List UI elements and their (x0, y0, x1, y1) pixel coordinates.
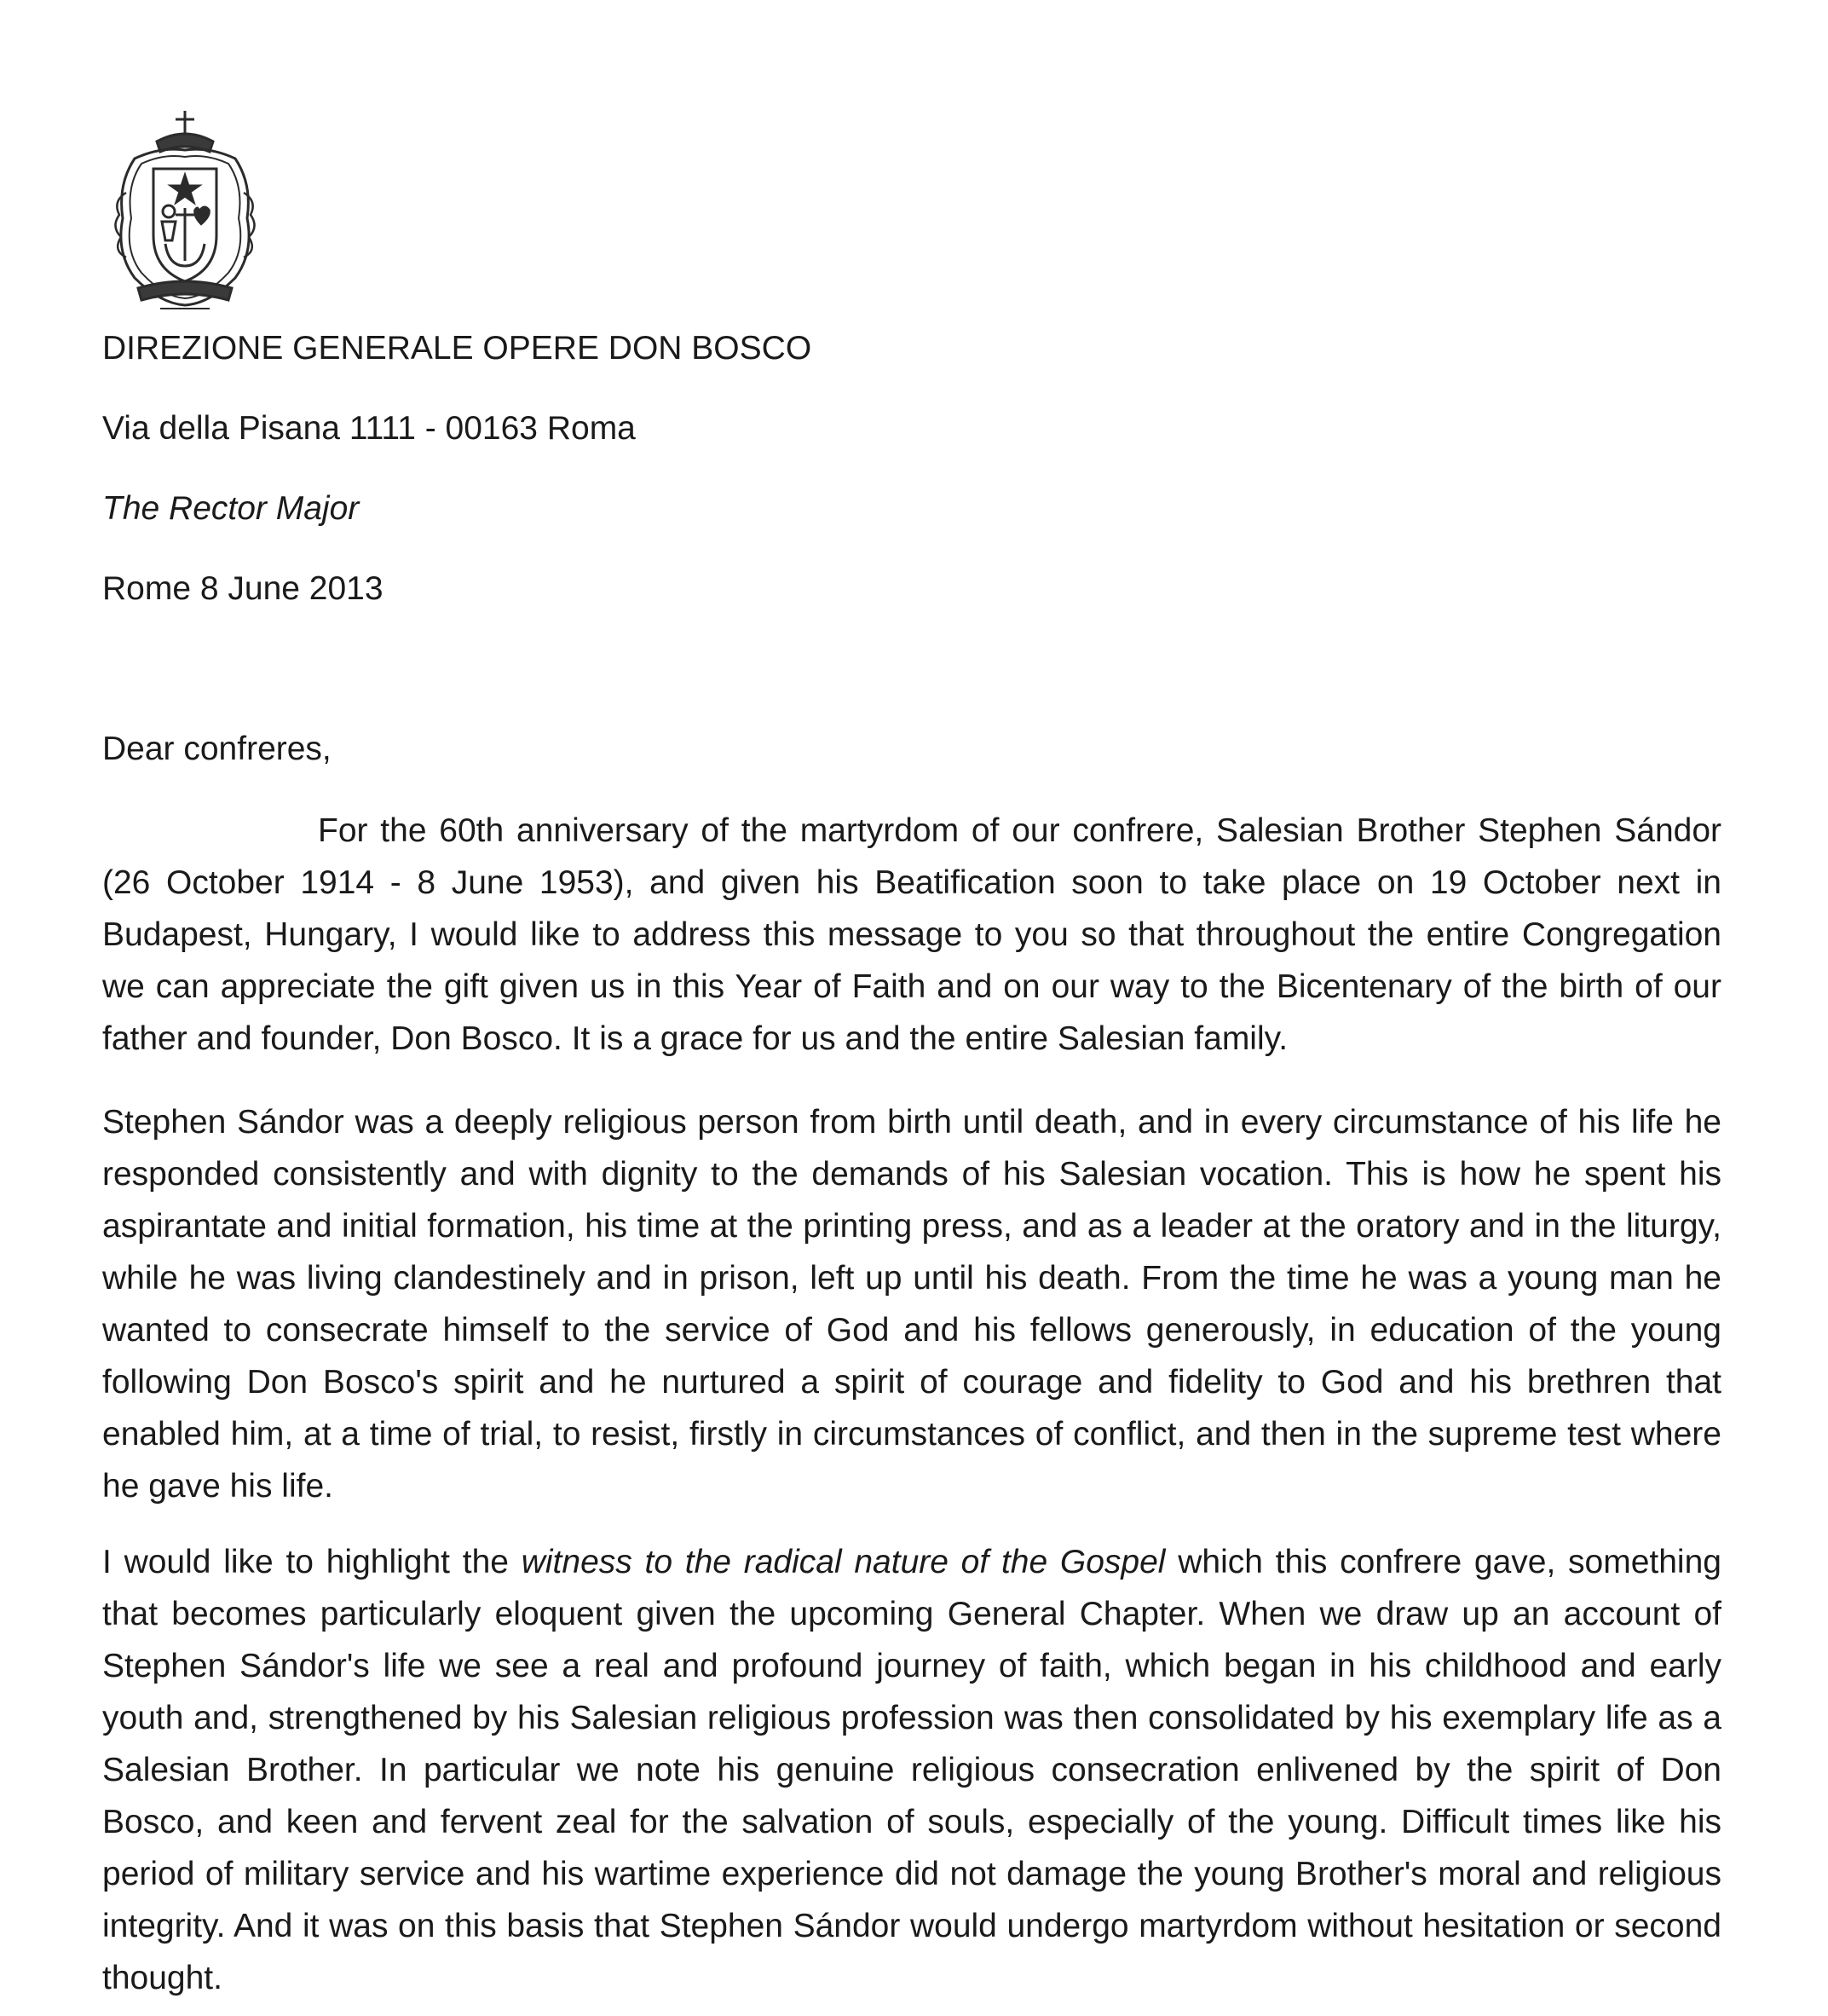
paragraph-3 (102, 1536, 1721, 2004)
paragraph-3-start: I would like to highlight the (102, 1544, 522, 1580)
address-line: Via della Pisana 1111 - 00163 Roma (102, 410, 636, 447)
date-line: Rome 8 June 2013 (102, 570, 383, 607)
organization-name: DIREZIONE GENERALE OPERE DON BOSCO (102, 330, 812, 367)
salesian-crest-icon (101, 107, 269, 319)
paragraph-3-emphasis: witness to the radical nature of the Gospel (521, 1544, 1166, 1580)
paragraph-2: Stephen Sándor was a deeply religious person from birth until death, and in every circumstance of his life he responded consistently and with dignity to the demands of his Salesian vocation. This is how he spent his aspirantate and initial formation, his time at the printing press, and as a leader at the oratory and in the liturgy, while he was living clandestinely and in prison, left up until his death. From the time he was a young man he wanted to consecrate himself to the service of God and his fellows generously, in education of the young following Don Bosco's spirit and he nurtured a spirit of courage and fidelity to God and his brethren that enabled him, at a time of trial, to resist, firstly in circumstances of conflict, and then in the supreme test where he gave his life. (102, 1104, 1721, 1505)
sender-role: The Rector Major (102, 490, 360, 527)
salutation: Dear confreres, (102, 731, 332, 767)
paragraph-1: For the 60th anniversary of the martyrdom of our confrere, Salesian Brother Stephen Sándor (26 October 1914 - 8 June 1953), and given his Beatification soon to take place on 19 October next in Budapest, Hungary, I would like to address this message to you so that throughout the entire Congregation we can appreciate the gift given us in this Year of Faith and on our way to the Bicentenary of the birth of our father and founder, Don Bosco. It is a grace for us and the entire Salesian family. (102, 812, 1721, 1057)
paragraph-3-rest: which this confrere gave, something that becomes particularly eloquent given the upcoming General Chapter. When we draw up an account of Stephen Sándor's life we see a real and profound journey of faith, which began in his childhood and early youth and, strengthened by his Salesian religious profession was then consolidated by his exemplary life as a Salesian Brother. In particular we note his genuine religious consecration enlivened by the spirit of Don Bosco, and keen and fervent zeal for the salvation of souls, especially of the young. Difficult times like his period of military service and his wartime experience did not damage the young Brother's moral and religious integrity. And it was on this basis that Stephen Sándor would undergo martyrdom without hesitation or second thought. (102, 1544, 1721, 1996)
